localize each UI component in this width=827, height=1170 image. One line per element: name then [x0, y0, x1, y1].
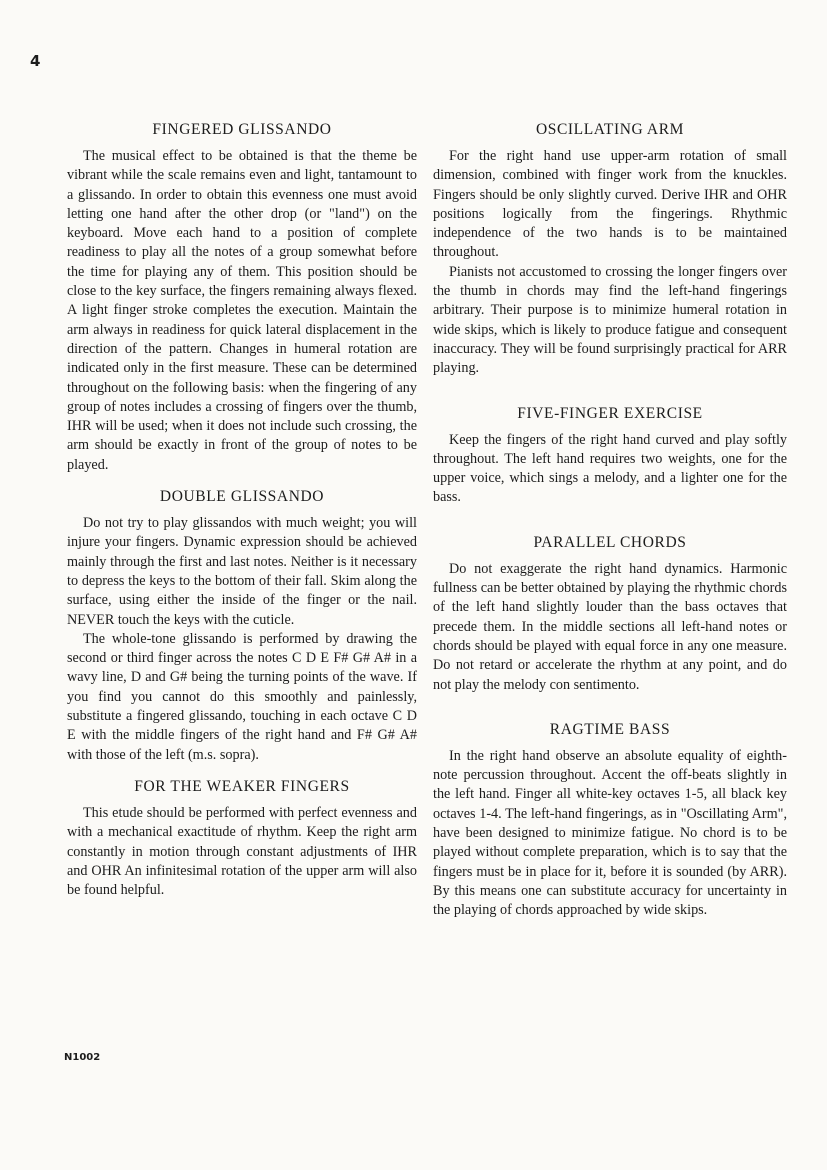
section-double-glissando [67, 488, 417, 765]
section-title: FOR THE WEAKER FINGERS [134, 777, 350, 795]
paragraph: For the right hand use upper-arm rotation of small dimension, combined with finger work from the knuckles. Fingers should be only slightly curved. Derive IHR and OHR positions logically from the fingerings. Rhythmic independence of the two hands is to be maintained throughout. [433, 148, 787, 261]
paragraph: In the right hand observe an absolute equality of eighth-note percussion throughout. Accent the off-beats slightly in the left hand. Finger all white-key octaves 1-5, all black key octaves 1-4. The left-hand fingerings, as in "Oscillating Arm", have been designed to minimize fatigue. No chord is to be played without complete preparation, which is to say that the fingers must be in place for it, before it is sounded (by ARR). By this means one can substitute accuracy for uncertainty in the playing of chords approached by wide skips. [433, 747, 787, 919]
section-parallel-chords [433, 534, 787, 695]
section-oscillating-arm [433, 121, 787, 379]
paragraph: Keep the fingers of the right hand curved and play softly throughout. The left hand requires two weights, one for the upper voice, which sings a melody, and a lighter one for the bass. [433, 431, 787, 506]
paragraph: The musical effect to be obtained is that the theme be vibrant while the scale remains even and light, tantamount to a glissando. In order to obtain this evenness one must avoid letting one hand after the other drop (or "land") on the keyboard. Move each hand to a position of complete readiness to play all the notes of a group somewhat before the time for playing any of them. This position should be close to the key surface, the fingers remaining always flexed. A light finger stroke completes the execution. Maintain the arm always in readiness for quick lateral displacement in the direction of the pattern. Changes in humeral rotation are indicated only in the first measure. These can be determined throughout on the following basis: when the fingering of any group of notes includes a crossing of fingers over the thumb, IHR will be used; when it does not include such crossing, the arm should be exactly in front of the group of notes to be played. [67, 148, 417, 473]
section-weaker-fingers [67, 778, 417, 900]
section-title: PARALLEL CHORDS [533, 533, 687, 551]
left-column [67, 121, 417, 913]
section-title: RAGTIME BASS [549, 720, 671, 738]
section-title: DOUBLE GLISSANDO [159, 488, 325, 506]
section-ragtime-bass [433, 721, 787, 921]
footer-code: N1002 [64, 1052, 101, 1063]
section-title: FIVE-FINGER EXERCISE [517, 404, 703, 422]
section-title: FINGERED GLISSANDO [152, 121, 332, 138]
paragraph: Pianists not accustomed to crossing the longer fingers over the thumb in chords may find the left-hand fingerings arbitrary. Their purpose is to minimize humeral rotation in wide skips, which is likely to produce fatigue and consequent inaccuracy. They will be found surprisingly practical for ARR playing. [433, 263, 787, 377]
right-column [433, 121, 787, 947]
paragraph: Do not try to play glissandos with much weight; you will injure your fingers. Dynamic expression should be achieved mainly through the first and last notes. Neither is it necessary to depress the keys to the bottom of their fall. Skim along the surface, using either the inside of the finger or the nail. NEVER touch the keys with the cuticle. [67, 515, 417, 628]
section-fingered-glissando [67, 121, 417, 475]
paragraph: This etude should be performed with perfect evenness and with a mechanical exactitude of rhythm. Keep the right arm constantly in motion through constant adjustments of IHR and OHR An infinitesimal rotation of the upper arm will also be found helpful. [67, 804, 417, 899]
page-number: 4 [30, 52, 41, 70]
paragraph: Do not exaggerate the right hand dynamics. Harmonic fullness can be better obtained by playing the rhythmic chords of the left hand slightly louder than the bass octaves that precede them. In the middle sections all left-hand notes or chords should be played with equal force in any one measure. Do not retard or accelerate the rhythm at any point, and do not play the melody con sentimento. [433, 560, 787, 693]
section-title: OSCILLATING ARM [535, 121, 685, 138]
paragraph: The whole-tone glissando is performed by drawing the second or third finger across the notes C D E F# G# A# in a wavy line, D and G# being the turning points of the wave. If you find you cannot do this smoothly and painlessly, substitute a fingered glissando, touching in each octave C D E with the middle fingers of the right hand and F# G# A# with those of the left (m.s. sopra). [67, 630, 417, 763]
section-five-finger-exercise [433, 405, 787, 508]
